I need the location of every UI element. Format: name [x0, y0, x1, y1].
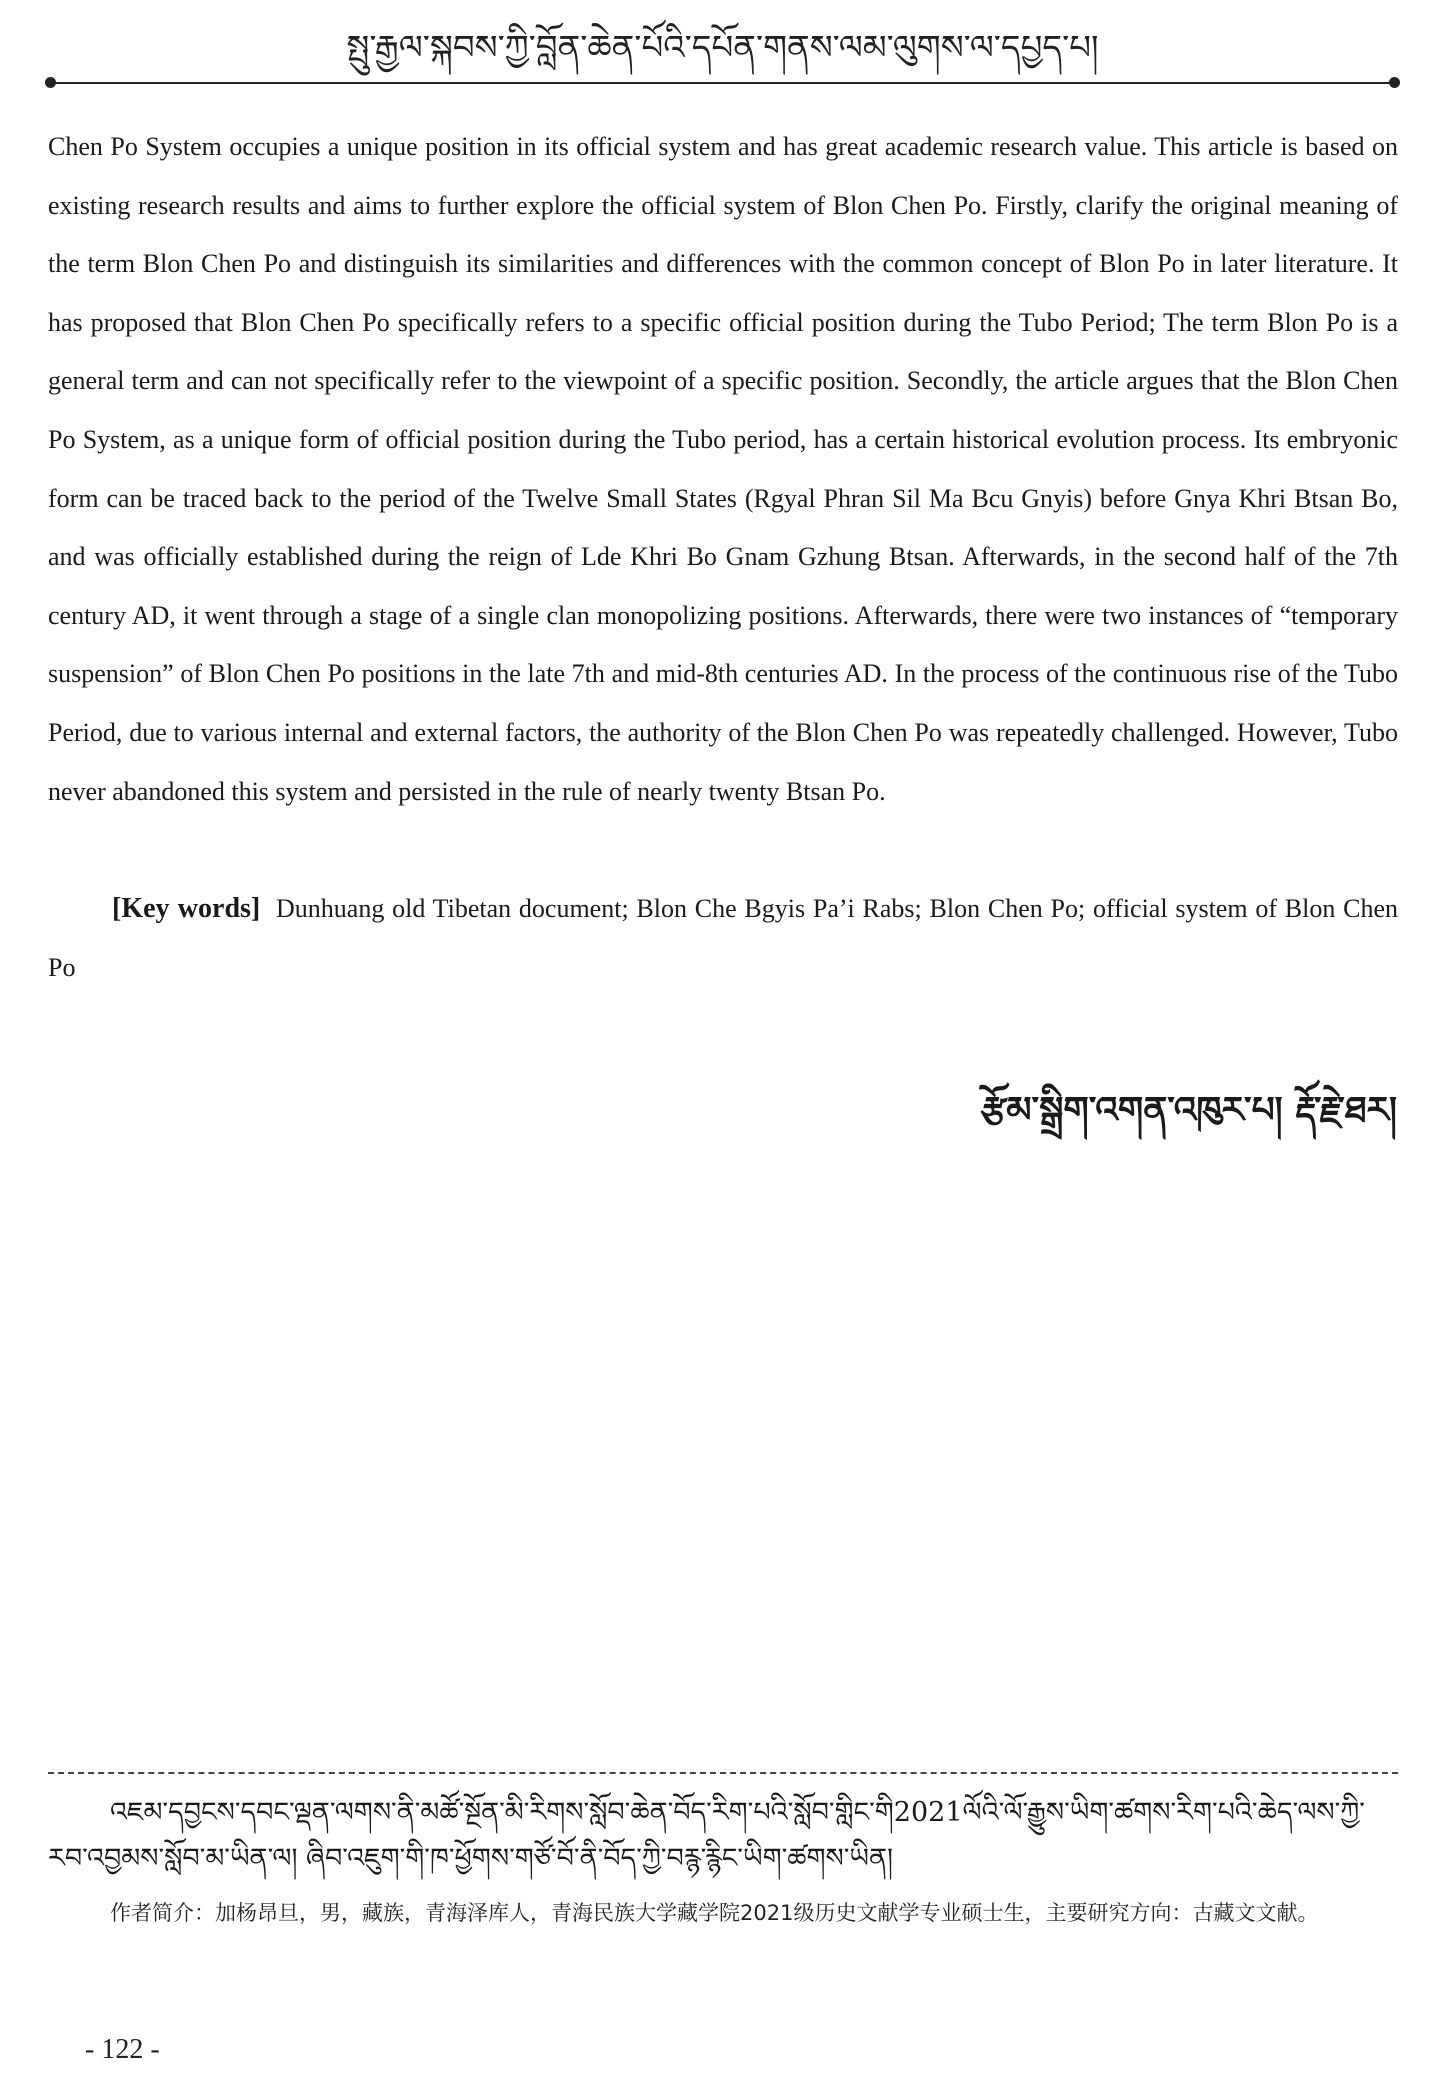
footnote-divider	[48, 1772, 1398, 1774]
keywords-text: Dunhuang old Tibetan document; Blon Che Bgyis Pa’i Rabs; Blon Chen Po; official system of Blon Chen Po	[48, 894, 1398, 982]
footnote-chinese: 作者简介：加杨昂旦，男，藏族，青海泽库人，青海民族大学藏学院2021级历史文献学专业硕士生，主要研究方向：古藏文文献。	[110, 1901, 1319, 1925]
keywords-paragraph	[48, 880, 1398, 997]
keywords-label: [Key words]	[112, 893, 261, 924]
page-number: - 122 -	[85, 2034, 160, 2065]
header-rule-right-dot	[1389, 77, 1400, 88]
abstract-paragraph: Chen Po System occupies a unique position in its official system and has great academic research value. This article is based on existing research results and aims to further explore the official system of Blon Chen Po. Firstly, clarify the original meaning of the term Blon Chen Po and distinguish its similarities and differences with the common concept of Blon Po in later literature. It has proposed that Blon Chen Po specifically refers to a specific official position during the Tubo Period; The term Blon Po is a general term and can not specifically refer to the viewpoint of a specific position. Secondly, the article argues that the Blon Chen Po System, as a unique form of official position during the Tubo period, has a certain historical evolution process. Its embryonic form can be traced back to the period of the Twelve Small States (Rgyal Phran Sil Ma Bcu Gnyis) before Gnya Khri Btsan Bo, and was officially established during the reign of Lde Khri Bo Gnam Gzhung Btsan. Afterwards, in the second half of the 7th century AD, it went through a stage of a single clan monopolizing positions. Afterwards, there were two instances of “temporary suspension” of Blon Chen Po positions in the late 7th and mid-8th centuries AD. In the process of the continuous rise of the Tubo Period, due to various internal and external factors, the authority of the Blon Chen Po was repeatedly challenged. However, Tubo never abandoned this system and persisted in the rule of nearly twenty Btsan Po.	[48, 132, 1398, 806]
footnote-tibetan: འཇམ་དབྱངས་དབང་ལྡན་ལགས་ནི་མཚོ་སྔོན་མི་རིགས་སློབ་ཆེན་བོད་རིག་པའི་སློབ་གླིང་གི2021ལོའི་ལོ་རྒྱུས་ཡིག་ཚགས་རིག་པའི་ཆེད་ལས་ཀྱི་རབ་འབྱམས་སློབ་མ་ཡིན་ལ། ཞིབ་འཇུག་གི་ཁ་ཕྱོགས་གཙོ་བོ་ནི་བོད་ཀྱི་བརྙ་རྙིང་ཡིག་ཚགས་ཡིན།	[48, 1797, 1365, 1874]
running-header: སྤུ་རྒྱལ་སྐབས་ཀྱི་བློན་ཆེན་པོའི་དཔོན་གནས་ལམ་ལུགས་ལ་དཔྱད་པ།	[346, 28, 1099, 68]
header-rule	[50, 82, 1395, 84]
editor-line: རྩོམ་སྒྲིག་འགན་འཁུར་པ། རྡོ་རྗེ་ཐར།	[980, 1089, 1397, 1131]
